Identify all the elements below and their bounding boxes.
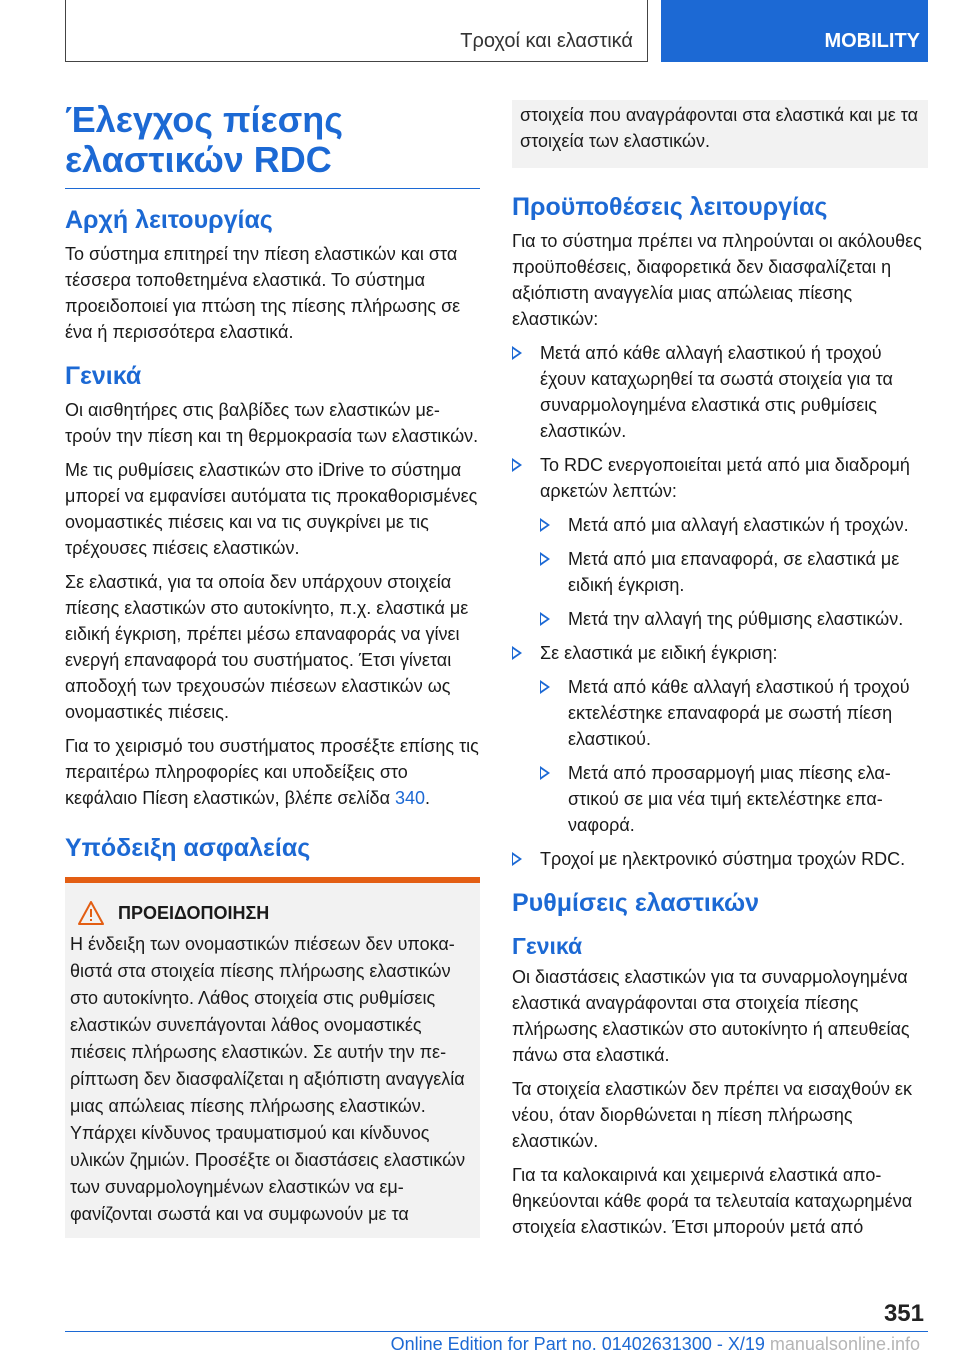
footer-divider (65, 1331, 928, 1332)
warning-triangle-icon (78, 901, 104, 925)
prereq-text: Για το σύστημα πρέπει να πληρούνται οι ακόλουθες προϋποθέσεις, διαφορετικά δεν διασφαλίζεται η αξιόπιστη αναγγελία μιας απώλειας πίεσης ελαστικών: (512, 231, 922, 329)
sub-list-item (540, 674, 928, 752)
list-item (512, 846, 928, 872)
bullet-arrow-icon (512, 852, 522, 866)
left-column (65, 100, 480, 1238)
watermark: manualsonline.info (769, 1334, 920, 1354)
safety-heading: Υπόδειξη ασφαλείας (65, 834, 311, 862)
list-item (512, 340, 928, 444)
warning-header (70, 901, 472, 925)
warning-continued-box (512, 100, 928, 168)
page-number: 351 (883, 1300, 924, 1327)
bullet-arrow-icon (540, 518, 550, 532)
bullet-arrow-icon (540, 680, 550, 694)
bullet-arrow-icon (540, 612, 550, 626)
ref-end: . (425, 788, 431, 808)
general-paragraph: Με τις ρυθμίσεις ελαστικών στο iDrive το σύστημα μπορεί να εμφανίσει αυτόματα τις προκαθορισμένες ονομαστικές πιέσεις και να τις συγκρίνει με τις τρέχουσες πιέσεις ελαστικών. (65, 460, 478, 558)
general-paragraph: Οι αισθητήρες στις βαλβίδες των ελαστικών μετρούν την πίεση και τη θερμοκρασία των ελαστικών. (65, 400, 479, 446)
page-header (65, 0, 928, 62)
settings-subheading: Γενικά (512, 933, 583, 959)
list-item-text: Το RDC ενεργοποιείται μετά από μια διαδρομή αρκετών λεπτών: (540, 455, 910, 501)
prereq-list (512, 340, 928, 872)
sub-list-item (540, 760, 928, 838)
bullet-arrow-icon (512, 346, 522, 360)
list-item-text: Τροχοί με ηλεκτρονικό σύστημα τροχών RDC. (540, 849, 906, 869)
bullet-arrow-icon (540, 552, 550, 566)
list-item-text: Σε ελαστικά με ειδική έγκριση: (540, 643, 778, 663)
edition-text: Online Edition for Part no. 01402631300 - X/19 (390, 1334, 765, 1354)
warning-box (65, 877, 480, 1238)
bullet-arrow-icon (512, 646, 522, 660)
ref-text: Για το χειρισμό του συστήματος προσέξτε επίσης τις περαιτέρω πληροφορίες και υποδείξεις στο κεφάλαιο Πίεση ελαστικών, βλέπε σελίδα (65, 736, 479, 808)
bullet-arrow-icon (512, 458, 522, 472)
sub-list-item (540, 606, 928, 632)
list-item-text: Μετά από κάθε αλλαγή ελαστικού ή τροχού έχουν καταχωρηθεί τα σωστά στοιχεία για τα συναρμολογημένα ελαστικά στις ρυθμίσεις ελαστικών. (540, 343, 893, 441)
page-link[interactable]: 340 (395, 788, 426, 808)
prereq-heading: Προϋποθέσεις λειτουργίας (512, 193, 828, 221)
section-tab (661, 0, 928, 62)
list-item-text: Μετά από μια αλλαγή ελαστικών ή τροχών. (568, 515, 909, 535)
list-item-text: Μετά από προσαρμογή μιας πίεσης ελαστικού σε μια νέα τιμή εκτελέστηκε επαναφορά. (568, 763, 891, 835)
general-paragraph: Σε ελαστικά, για τα οποία δεν υπάρχουν στοιχεία πίεσης ελαστικών στο αυτοκίνητο, π.χ. ελαστικά με ειδική έγκριση, πρέπει μέσω επαναφοράς να γίνει ενεργή επαναφορά του συστήματος. Έτσι γίνεται αποδοχή των τρεχουσών πιέσεων ελαστικών ως ονομαστικές πιέσεις. (65, 572, 469, 722)
chapter-box (65, 0, 648, 62)
sub-list (540, 674, 928, 838)
settings-heading: Ρυθμίσεις ελαστικών (512, 889, 760, 917)
list-item-text: Μετά από κάθε αλλαγή ελαστικού ή τροχού εκτελέστηκε επαναφορά με σωστή πίεση ελαστικού. (568, 677, 910, 749)
warning-text: Η ένδειξη των ονομαστικών πιέσεων δεν υποκαθιστά στα στοιχεία πίεσης πλήρωσης ελαστικών στο αυτοκίνητο. Λάθος στοιχεία στις ρυθμίσεις ελαστικών συνεπάγονται λάθος ονομαστικές πιέσεις πλήρωσης ελαστικών. Σε αυτήν την περίπτωση δεν διασφαλίζεται η αξιόπιστη αναγγελία μιας απώλειας πίεσης πλήρωσης ελαστικών. Υπάρχει κίνδυνος τραυματισμού και κίνδυνος υλικών ζημιών. Προσέξτε οι διαστάσεις ελαστικών των συναρμολογημένων ελαστικών να εμφανίζονται σωστά και να συμφωνούν με τα (70, 934, 466, 1224)
right-column (512, 100, 928, 1248)
settings-paragraph: Για τα καλοκαιρινά και χειμερινά ελαστικά αποθηκεύονται κάθε φορά τα τελευταία καταχωρημένα στοιχεία ελαστικών. Έτσι μπορούν μετά από (512, 1165, 913, 1237)
list-item-text: Μετά την αλλαγή της ρύθμισης ελαστικών. (568, 609, 904, 629)
footer (0, 1334, 920, 1355)
settings-paragraph: Τα στοιχεία ελαστικών δεν πρέπει να εισαχθούν εκ νέου, όταν διορθώνεται η πίεση πλήρωσης ελαστικών. (512, 1079, 912, 1151)
list-item (512, 452, 928, 632)
list-item-text: Μετά από μια επαναφορά, σε ελαστικά με ειδική έγκριση. (568, 549, 900, 595)
principle-heading: Αρχή λειτουργίας (65, 206, 273, 234)
page-title: Έλεγχος πίεσης ελαστικών RDC (65, 100, 480, 189)
section-title: MOBILITY (824, 30, 920, 52)
chapter-title: Τροχοί και ελαστικά (460, 30, 633, 52)
sub-list (540, 512, 928, 632)
warning-label: ΠΡΟΕΙΔΟΠΟΙΗΣΗ (118, 902, 270, 923)
principle-text: Το σύστημα επιτηρεί την πίεση ελαστικών και στα τέσσερα τοποθετημένα ελαστικά. Το σύστημα προειδοποιεί για πτώση της πίεσης πλήρωσης σε ένα ή περισσότερα ελαστικά. (65, 244, 461, 342)
settings-paragraph: Οι διαστάσεις ελαστικών για τα συναρμολογημένα ελαστικά αναγράφονται στα στοιχεία πίεσης πλήρωσης ελαστικών στο αυτοκίνητο ή απευθείας πάνω στα ελαστικά. (512, 967, 910, 1065)
general-paragraph-ref (65, 733, 480, 811)
sub-list-item (540, 512, 928, 538)
sub-list-item (540, 546, 928, 598)
bullet-arrow-icon (540, 766, 550, 780)
list-item (512, 640, 928, 838)
general-heading: Γενικά (65, 362, 142, 390)
warning-continued-text: στοιχεία που αναγράφονται στα ελαστικά και με τα στοιχεία των ελαστικών. (520, 105, 919, 151)
